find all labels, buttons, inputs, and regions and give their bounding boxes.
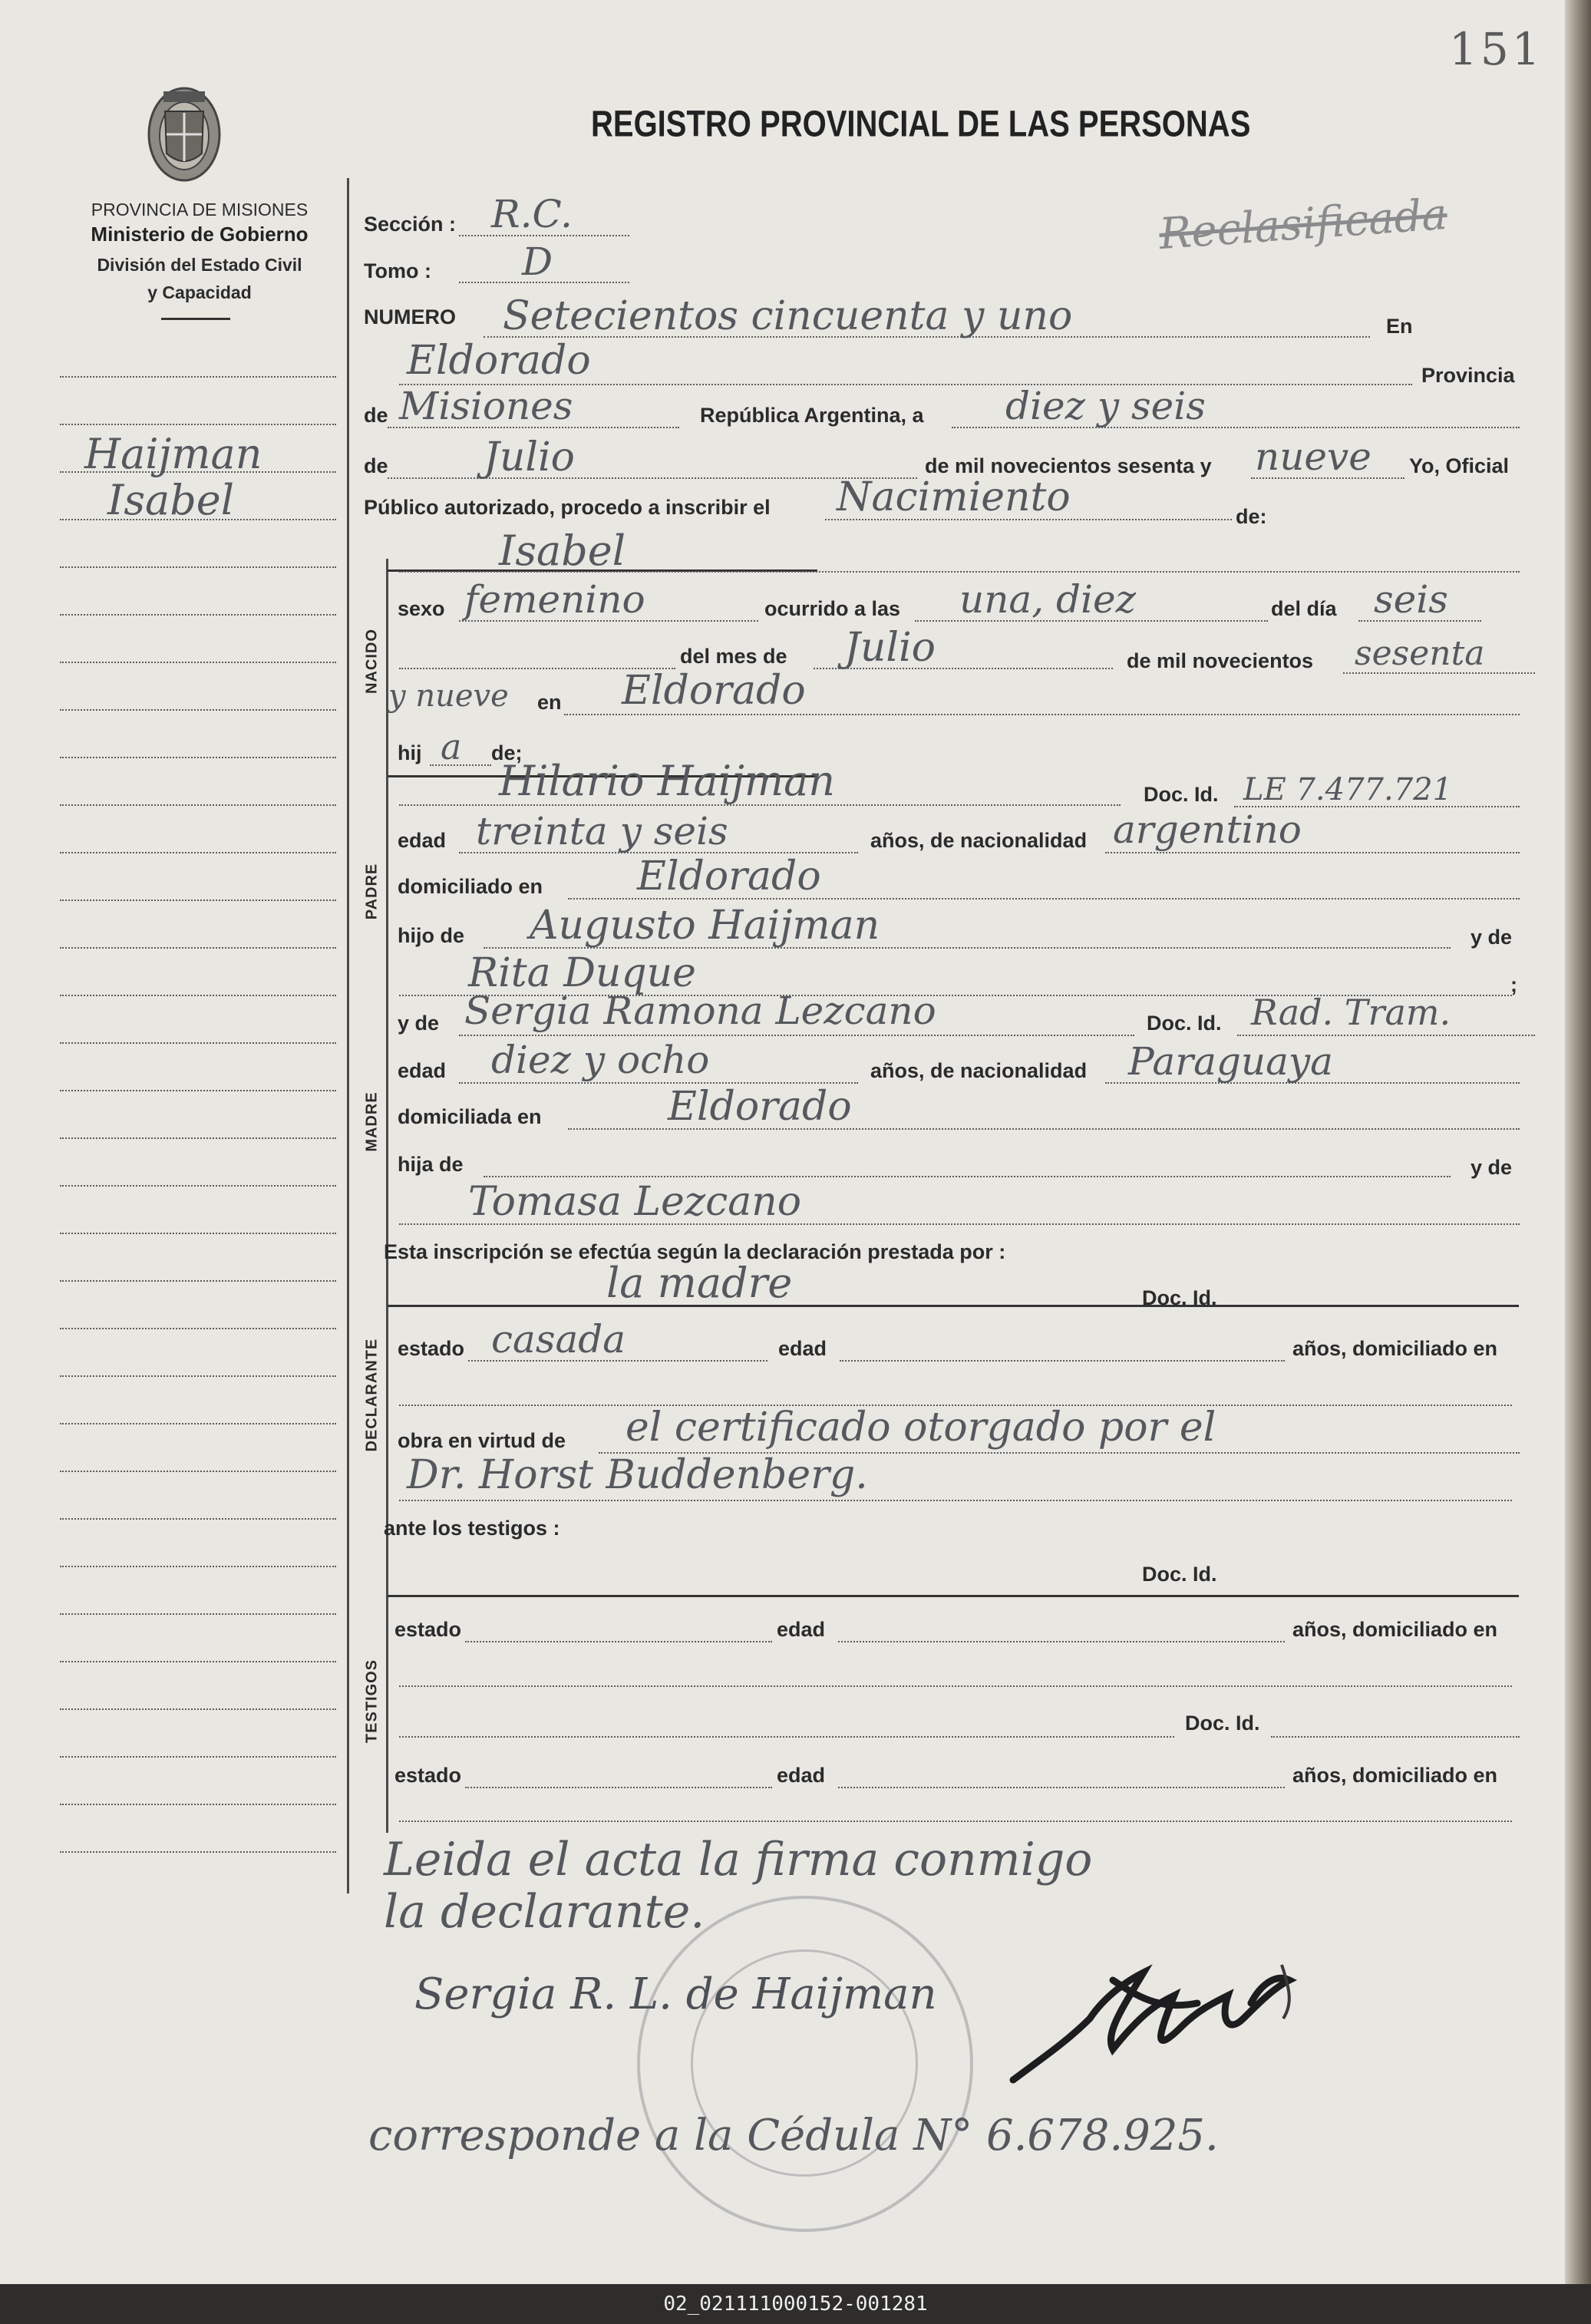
margin-rule (60, 709, 336, 711)
margin-rule (60, 566, 336, 568)
field-padre-doc: LE 7.477.721 (1243, 772, 1453, 807)
margin-rule (60, 1233, 336, 1234)
field-tipo-acta: Nacimiento (837, 474, 1071, 520)
margin-rule (60, 995, 336, 996)
margin-rule (60, 757, 336, 758)
margin-rule (60, 947, 336, 949)
label-de-mes: de (364, 454, 388, 477)
label-publico: Público autorizado, procedo a inscribir el (364, 496, 771, 519)
field-padre-padre: Augusto Haijman (530, 903, 880, 949)
label-hij-de: de; (491, 741, 523, 764)
field-padre-nacionalidad: argentino (1113, 807, 1302, 852)
section-label-testigos: TESTIGOS (363, 1659, 381, 1744)
page-number: 151 (1449, 23, 1543, 75)
label-del-mes: del mes de (680, 645, 787, 668)
label-madre-edad: edad (398, 1059, 447, 1082)
field-declarante: la madre (606, 1259, 793, 1307)
label-padre-doc: Doc. Id. (1144, 783, 1219, 806)
label-padre-semicolon: ; (1510, 973, 1517, 996)
label-testigo1-domicilio: años, domiciliado en (1292, 1618, 1498, 1641)
correspondence-note: corresponde a la Cédula N° 6.678.925. (368, 2111, 1219, 2161)
label-padre-hijo-de: hijo de (398, 924, 464, 947)
label-en: En (1386, 315, 1413, 338)
label-declarante-domicilio: años, domiciliado en (1292, 1337, 1498, 1360)
label-hij: hij (398, 741, 422, 764)
margin-rule (60, 424, 336, 425)
field-madre-domicilio: Eldorado (668, 1084, 852, 1130)
label-obra: obra en virtud de (398, 1429, 566, 1452)
margin-rule (60, 1328, 336, 1329)
field-dia-acta: diez y seis (1005, 384, 1206, 428)
corner-annotation: Reclasificada (1157, 189, 1449, 260)
field-hij-suffix: a (441, 726, 462, 768)
field-numero: Setecientos cincuenta y uno (503, 293, 1073, 339)
margin-rule (60, 1137, 336, 1139)
section-label-nacido: NACIDO (363, 629, 381, 694)
closing-line-2: la declarante. (384, 1885, 705, 1939)
label-de-colon: de: (1236, 505, 1267, 528)
field-sexo: femenino (464, 577, 645, 622)
field-madre-madre: Tomasa Lezcano (468, 1179, 802, 1225)
field-padre-nombre: Hilario Haijman (499, 757, 836, 805)
margin-rule (60, 1185, 336, 1187)
province-emblem (142, 81, 226, 188)
section-label-madre: MADRE (363, 1091, 381, 1152)
book-binding (1565, 0, 1591, 2284)
field-madre-doc: Rad. Tram. (1251, 992, 1451, 1033)
label-declarante-estado: estado (398, 1337, 465, 1360)
label-ocurrido: ocurrido a las (764, 597, 901, 620)
division-line-2: y Capacidad (147, 282, 252, 302)
label-numero: NUMERO (364, 305, 456, 328)
label-testigo2-estado: estado (394, 1764, 462, 1787)
margin-rule (60, 1566, 336, 1567)
label-madre-nacionalidad: años, de nacionalidad (870, 1059, 1088, 1082)
margin-rule (60, 662, 336, 663)
label-de-mil-novecientos: de mil novecientos (1127, 649, 1314, 672)
footer-image-id: 02_021111000152-001281 (0, 2284, 1591, 2324)
label-de-mil-sesenta: de mil novecientos sesenta y (925, 454, 1212, 477)
label-madre-y-de-2: y de (1471, 1156, 1513, 1179)
margin-rule (60, 1756, 336, 1758)
field-nombre: Isabel (499, 527, 626, 575)
margin-given-name: Isabel (107, 476, 235, 524)
label-testigo2-edad: edad (777, 1764, 826, 1787)
field-mes-nac: Julio (844, 625, 936, 671)
margin-rule (60, 1804, 336, 1805)
field-hora: una, diez (959, 577, 1136, 622)
sub-frame-line (386, 559, 388, 1833)
province-name: PROVINCIA DE MISIONES (91, 200, 309, 220)
label-declarante-doc: Doc. Id. (1142, 1286, 1217, 1309)
margin-rule (60, 1613, 336, 1615)
field-lugar-nac: Eldorado (622, 668, 806, 714)
margin-rule (60, 1090, 336, 1091)
field-dia-nac: seis (1374, 577, 1448, 622)
field-anio-nac-2: y nueve (388, 678, 509, 714)
label-declarante-edad: edad (778, 1337, 827, 1360)
field-madre-edad: diez y ocho (491, 1038, 710, 1082)
field-madre-nacionalidad: Paraguaya (1128, 1039, 1333, 1084)
label-testigo1-estado: estado (394, 1618, 462, 1641)
label-madre-hija-de: hija de (398, 1153, 464, 1176)
field-madre-nombre: Sergia Ramona Lezcano (464, 989, 936, 1033)
field-obra-2: Dr. Horst Buddenberg. (407, 1452, 868, 1498)
field-anio-nac-1: sesenta (1355, 634, 1485, 673)
margin-rule (60, 1708, 336, 1710)
margin-rule (60, 852, 336, 853)
label-del-dia: del día (1271, 597, 1337, 620)
label-testigo2-doc: Doc. Id. (1185, 1712, 1260, 1735)
label-padre-edad: edad (398, 829, 447, 852)
label-seccion: Sección : (364, 213, 457, 236)
margin-rule (60, 1518, 336, 1520)
label-testigo1-edad: edad (777, 1618, 826, 1641)
officer-signature (998, 1949, 1320, 2103)
margin-rule (60, 1423, 336, 1424)
label-ante-testigos: ante los testigos : (384, 1517, 560, 1540)
document-title: REGISTRO PROVINCIAL DE LAS PERSONAS (591, 104, 1251, 145)
label-esta-inscripcion: Esta inscripción se efectúa según la declaración prestada por : (384, 1240, 1006, 1263)
label-padre-y-de: y de (1471, 926, 1513, 949)
main-frame-line (347, 178, 349, 1893)
ministry-name: Ministerio de Gobierno (91, 223, 309, 246)
label-madre-y-de: y de (398, 1012, 440, 1035)
margin-rule (60, 1375, 336, 1377)
field-obra-1: el certificado otorgado por el (626, 1405, 1216, 1451)
division-line-1: División del Estado Civil (97, 255, 302, 275)
closing-line-1: Leida el acta la firma conmigo (384, 1833, 1093, 1887)
label-madre-doc: Doc. Id. (1147, 1012, 1222, 1035)
margin-rule (60, 614, 336, 616)
label-republica: República Argentina, a (700, 404, 924, 427)
margin-rule (60, 1280, 336, 1282)
field-declarante-estado: casada (491, 1317, 626, 1362)
margin-rule (60, 900, 336, 901)
field-anio-acta: nueve (1255, 434, 1371, 479)
margin-rule (60, 1661, 336, 1662)
field-mes-acta: Julio (484, 434, 575, 480)
margin-rule (60, 376, 336, 378)
margin-rule (60, 804, 336, 806)
label-tomo: Tomo : (364, 259, 431, 282)
label-de-provincia: de (364, 404, 388, 427)
label-sexo: sexo (398, 597, 445, 620)
field-padre-edad: treinta y seis (476, 809, 728, 853)
margin-rule (60, 1042, 336, 1044)
label-testigo1-doc: Doc. Id. (1142, 1563, 1217, 1586)
label-en-nacido: en (537, 691, 562, 714)
label-madre-domicilio: domiciliada en (398, 1105, 542, 1128)
label-padre-nacionalidad: años, de nacionalidad (870, 829, 1088, 852)
margin-surname: Haijman (84, 430, 262, 478)
header-rule (161, 318, 230, 320)
label-yo-oficial: Yo, Oficial (1409, 454, 1510, 477)
margin-rule (60, 1851, 336, 1853)
label-padre-domicilio: domiciliado en (398, 875, 543, 898)
label-testigo2-domicilio: años, domiciliado en (1292, 1764, 1498, 1787)
field-seccion: R.C. (491, 192, 573, 236)
field-padre-domicilio: Eldorado (637, 853, 821, 900)
declarant-signature: Sergia R. L. de Haijman (414, 1969, 937, 2019)
label-provincia: Provincia (1421, 364, 1515, 387)
section-label-padre: PADRE (363, 863, 381, 920)
margin-rule (60, 1471, 336, 1472)
field-tomo: D (522, 239, 553, 284)
field-padre-madre: Rita Duque (468, 950, 696, 996)
field-provincia: Misiones (399, 384, 573, 428)
field-lugar: Eldorado (407, 338, 591, 384)
section-label-declarante: DECLARANTE (363, 1338, 381, 1452)
